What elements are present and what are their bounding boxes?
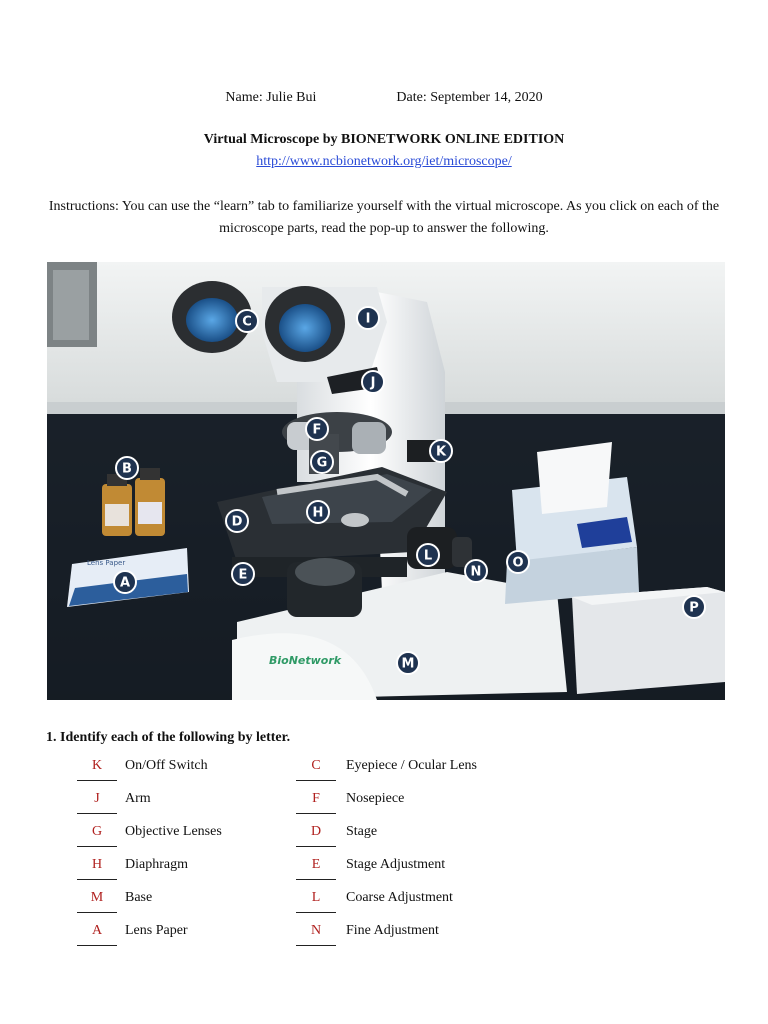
left-answer-1[interactable]: J (77, 791, 117, 814)
lens-paper-text: Lens Paper (87, 559, 126, 567)
right-term-3: Stage Adjustment (346, 857, 446, 872)
left-answer-2[interactable]: G (77, 824, 117, 847)
microscope-url-link[interactable]: http://www.ncbionetwork.org/iet/microscope/ (256, 154, 512, 169)
right-term-2: Stage (346, 824, 378, 839)
part-label-f (306, 418, 328, 440)
instructions-text: Instructions: You can use the “learn” tab to familiarize yourself with the virtual microscope. As you click on each of the microscope parts, read the pop-up to answer the following. (48, 199, 720, 236)
svg-text:F: F (312, 422, 322, 438)
svg-text:C: C (242, 314, 252, 330)
right-term-1: Nosepiece (346, 791, 405, 806)
svg-text:B: B (122, 461, 132, 477)
date: Date: September 14, 2020 (396, 90, 543, 105)
brand-text: BioNetwork (269, 654, 342, 667)
svg-text:K: K (435, 444, 447, 460)
svg-text:J: J (370, 375, 376, 391)
svg-text:A: A (119, 575, 131, 591)
part-label-p (683, 596, 705, 618)
svg-text:O: O (512, 555, 524, 571)
left-term-1: Arm (125, 791, 151, 806)
right-term-0: Eyepiece / Ocular Lens (346, 758, 477, 773)
left-term-2: Objective Lenses (125, 824, 222, 839)
svg-text:L: L (423, 548, 433, 564)
left-term-4: Base (125, 890, 153, 905)
right-answer-2[interactable]: D (296, 824, 336, 847)
microscope-image (47, 262, 725, 700)
student-name: Name: Julie Bui (225, 90, 317, 105)
part-label-i (357, 307, 379, 329)
part-label-h (307, 501, 329, 523)
right-answer-1[interactable]: F (296, 791, 336, 814)
left-answer-0[interactable]: K (77, 758, 117, 781)
svg-text:P: P (689, 600, 699, 616)
question-heading: 1. Identify each of the following by letter. (46, 730, 291, 745)
left-answer-4[interactable]: M (77, 890, 117, 913)
right-answer-0[interactable]: C (296, 758, 336, 781)
part-label-a (114, 571, 136, 593)
right-term-5: Fine Adjustment (346, 923, 439, 938)
svg-text:D: D (231, 514, 243, 530)
part-label-b (116, 457, 138, 479)
part-label-m (397, 652, 419, 674)
left-term-3: Diaphragm (125, 857, 188, 872)
part-label-d (226, 510, 248, 532)
svg-text:I: I (365, 311, 371, 327)
part-label-j (362, 371, 384, 393)
part-label-n (465, 560, 487, 582)
right-answer-3[interactable]: E (296, 857, 336, 880)
part-label-l (417, 544, 439, 566)
part-label-g (311, 451, 333, 473)
left-term-5: Lens Paper (125, 923, 188, 938)
svg-text:G: G (316, 455, 328, 471)
svg-text:M: M (401, 656, 415, 672)
left-term-0: On/Off Switch (125, 758, 208, 773)
right-term-4: Coarse Adjustment (346, 890, 453, 905)
svg-text:N: N (470, 564, 482, 580)
name-date-line (0, 90, 768, 106)
left-answer-3[interactable]: H (77, 857, 117, 880)
svg-text:H: H (312, 505, 324, 521)
svg-text:E: E (238, 567, 248, 583)
left-answer-5[interactable]: A (77, 923, 117, 946)
part-label-o (507, 551, 529, 573)
part-label-e (232, 563, 254, 585)
document-title: Virtual Microscope by BIONETWORK ONLINE EDITION (203, 132, 565, 147)
right-answer-5[interactable]: N (296, 923, 336, 946)
part-label-k (430, 440, 452, 462)
part-label-c (236, 310, 258, 332)
right-answer-4[interactable]: L (296, 890, 336, 913)
